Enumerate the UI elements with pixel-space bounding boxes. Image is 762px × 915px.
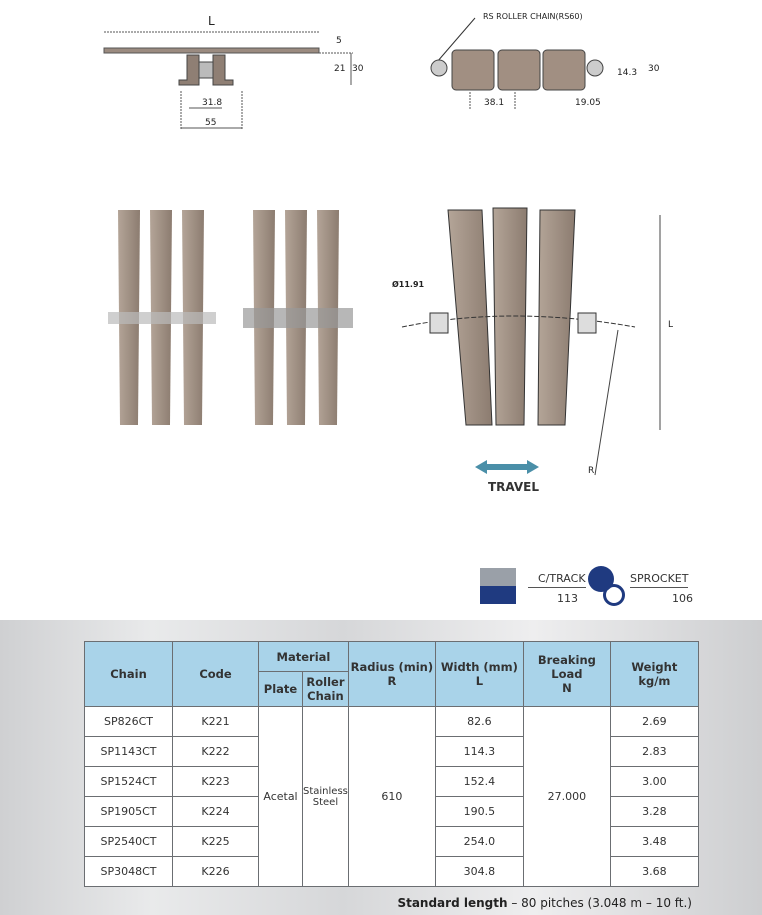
dim-55: 55 — [205, 118, 217, 128]
cell-weight: 3.28 — [610, 797, 698, 827]
header-width: Width (mm) L — [435, 642, 523, 707]
chain-photos — [108, 210, 353, 425]
table-row — [85, 707, 699, 737]
cell-chain: SP2540CT — [85, 827, 173, 857]
cell-width: 304.8 — [435, 857, 523, 887]
ref-ctrack-label: C/TRACK — [528, 572, 586, 588]
header-roller-chain: Roller Chain — [303, 672, 349, 707]
cell-code: K221 — [173, 707, 259, 737]
dim-21: 21 — [334, 64, 346, 74]
cell-code: K224 — [173, 797, 259, 827]
header-code: Code — [173, 642, 259, 707]
header-plate: Plate — [259, 672, 303, 707]
cell-width: 82.6 — [435, 707, 523, 737]
curve-label-r: R — [588, 466, 595, 476]
cell-chain: SP1524CT — [85, 767, 173, 797]
chain-dim-14-3: 14.3 — [617, 68, 638, 78]
cell-code: K223 — [173, 767, 259, 797]
curve-label-l: L — [668, 320, 674, 330]
cell-chain: SP3048CT — [85, 857, 173, 887]
cell-weight: 2.83 — [610, 737, 698, 767]
cell-code: K225 — [173, 827, 259, 857]
cell-weight: 3.00 — [610, 767, 698, 797]
cell-code: K222 — [173, 737, 259, 767]
header-weight: Weight kg/m — [610, 642, 698, 707]
cell-width: 254.0 — [435, 827, 523, 857]
chain-dim-19-05: 19.05 — [575, 98, 601, 108]
ref-sprocket-page[interactable]: 106 — [672, 592, 693, 605]
dim-31-8: 31.8 — [202, 98, 223, 108]
cell-roller: Stainless Steel — [303, 707, 349, 887]
standard-length-note: Standard length – 80 pitches (3.048 m – 10 ft.) — [397, 896, 692, 910]
header-chain: Chain — [85, 642, 173, 707]
dim-30: 30 — [352, 64, 364, 74]
cell-width: 152.4 — [435, 767, 523, 797]
cell-weight: 2.69 — [610, 707, 698, 737]
travel-label: TRAVEL — [488, 480, 540, 494]
header-radius: Radius (min) R — [348, 642, 435, 707]
chain-dim-38-1: 38.1 — [484, 98, 505, 108]
curve-drawing — [390, 205, 680, 485]
cell-weight: 3.48 — [610, 827, 698, 857]
cell-width: 114.3 — [435, 737, 523, 767]
spec-table — [84, 641, 699, 887]
cell-load: 27.000 — [523, 707, 610, 887]
header-material: Material — [259, 642, 349, 672]
cell-chain: SP1143CT — [85, 737, 173, 767]
ref-sprocket-label: SPROCKET — [630, 572, 688, 588]
roller-chain-drawing — [425, 10, 665, 110]
cell-width: 190.5 — [435, 797, 523, 827]
dim-5: 5 — [336, 36, 342, 46]
side-view-drawing — [95, 10, 365, 135]
c-track-icon — [480, 568, 516, 604]
ref-ctrack-page[interactable]: 113 — [557, 592, 578, 605]
label-l: L — [208, 14, 215, 28]
chain-dim-30: 30 — [648, 64, 660, 74]
travel-arrow-icon — [475, 460, 539, 474]
cell-radius: 610 — [348, 707, 435, 887]
cell-plate: Acetal — [259, 707, 303, 887]
cell-chain: SP1905CT — [85, 797, 173, 827]
diameter-label: Ø11.91 — [392, 280, 425, 289]
header-load: Breaking Load N — [523, 642, 610, 707]
chain-callout: RS ROLLER CHAIN(RS60) — [483, 12, 583, 21]
cell-chain: SP826CT — [85, 707, 173, 737]
cell-weight: 3.68 — [610, 857, 698, 887]
cell-code: K226 — [173, 857, 259, 887]
